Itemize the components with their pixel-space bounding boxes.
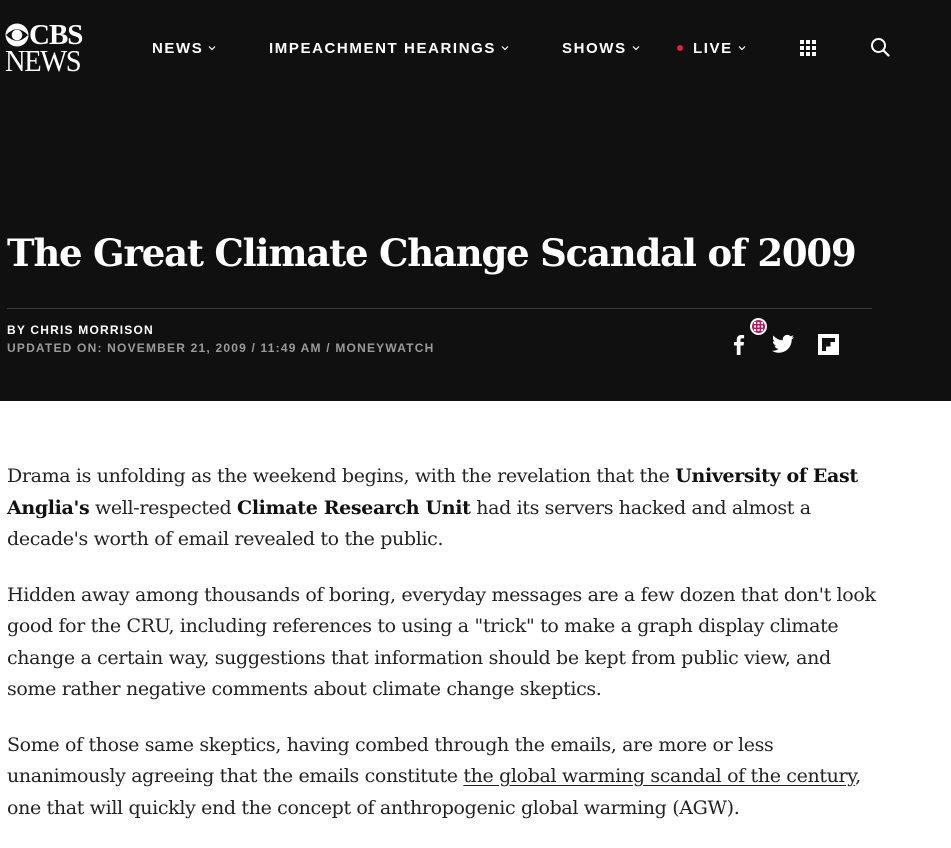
article-paragraph [7,461,877,556]
flipboard-icon[interactable] [818,334,839,355]
logo-news-text: NEWS [5,43,81,78]
grid-menu-icon[interactable] [800,40,816,56]
search-icon[interactable] [870,37,890,57]
bold-entity-uea: University of East Anglia's [7,465,858,519]
nav-live[interactable] [677,38,746,58]
article-body [7,461,877,848]
paragraph-text: Drama is unfolding as the weekend begins, with the revelation that the [7,465,676,487]
article-hero [0,0,951,401]
header-divider [7,308,872,309]
paragraph-text: , one that will quickly end the concept of anthropogenic global warming (AGW). [7,765,861,819]
article-byline: BY CHRIS MORRISON [7,323,154,337]
nav-live-label: LIVE [693,39,733,57]
paragraph-text: Some of those same skeptics, having combed through the emails, are more or less unanimously agreeing that the emails constitute [7,733,774,787]
facebook-icon[interactable] [729,333,747,355]
nav-news-label: NEWS [152,39,204,57]
article-paragraph: Hidden away among thousands of boring, everyday messages are a few dozen that don't look good for the CRU, including references to using a "trick" to make a graph display climate change a certain way, suggestions that information should be kept from public view, and some rather negative comments about climate change skeptics. [7,583,876,700]
share-badge-icon[interactable] [750,318,767,335]
chevron-down-icon [738,44,746,52]
article-updated-date: UPDATED ON: NOVEMBER 21, 2009 / 11:49 AM / MONEYWATCH [7,341,435,355]
paragraph-text: well-respected [89,496,238,519]
nav-impeachment-label: IMPEACHMENT HEARINGS [269,39,497,57]
nav-news[interactable] [152,38,216,58]
paragraph-text: had its servers hacked and almost a decade's worth of email revealed to the public. [7,496,811,550]
twitter-icon[interactable] [772,334,794,354]
chevron-down-icon [501,44,509,52]
article-paragraph [7,730,877,825]
chevron-down-icon [632,44,640,52]
bold-entity-cru: Climate Research Unit [237,496,471,519]
chevron-down-icon [208,44,216,52]
inline-article-link[interactable]: the global warming scandal of the century [463,765,856,787]
nav-shows-label: SHOWS [562,39,627,57]
logo-cbs-text: CBS [29,19,83,51]
live-dot-icon [677,45,683,51]
nav-shows[interactable] [562,38,640,58]
article-headline: The Great Climate Change Scandal of 2009 [7,231,856,275]
share-grid-icon [754,322,763,331]
cbs-news-logo[interactable] [5,20,91,76]
nav-impeachment-hearings[interactable] [269,38,509,58]
